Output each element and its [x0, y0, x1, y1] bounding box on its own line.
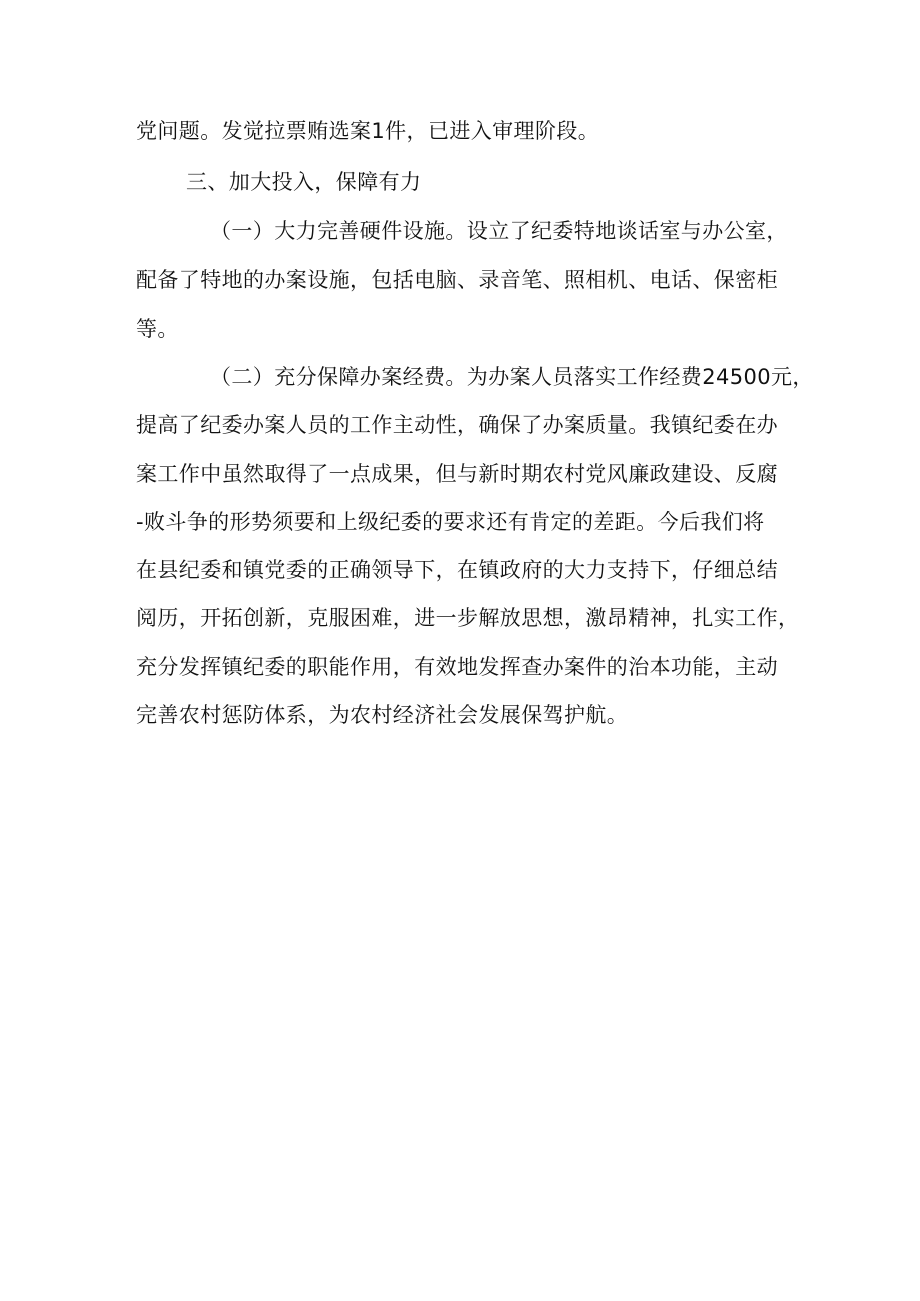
subsection-1-line: （一）大力完善硬件设施。设立了纪委特地谈话室与办公室，	[210, 219, 788, 243]
subsection-2-line: 阅历，开拓创新，克服困难，进一步解放思想，激昂精神，扎实工作，	[136, 606, 800, 630]
paragraph-continuation-line: 党问题。发觉拉票贿选案1件，已进入审理阶段。	[136, 119, 600, 143]
subsection-2-line: -败斗争的形势须要和上级纪委的要求还有肯定的差距。今后我们将	[136, 510, 765, 534]
subsection-2-line: 充分发挥镇纪委的职能作用，有效地发挥查办案件的治本功能，主动	[136, 655, 778, 679]
subsection-2-line: 在县纪委和镇党委的正确领导下，在镇政府的大力支持下，仔细总结	[136, 558, 778, 582]
section-heading: 三、加大投入，保障有力	[186, 170, 422, 194]
subsection-2-line: 案工作中虽然取得了一点成果，但与新时期农村党风廉政建设、反腐	[136, 462, 778, 486]
subsection-2-line: （二）充分保障办案经费。为办案人员落实工作经费24500元，	[210, 365, 814, 389]
subsection-2-line: 完善农村惩防体系，为农村经济社会发展保驾护航。	[136, 703, 629, 727]
subsection-1-line: 等。	[136, 317, 179, 341]
subsection-1-line: 配备了特地的办案设施，包括电脑、录音笔、照相机、电话、保密柜	[136, 268, 778, 292]
subsection-2-line: 提高了纪委办案人员的工作主动性，确保了办案质量。我镇纪委在办	[136, 413, 778, 437]
